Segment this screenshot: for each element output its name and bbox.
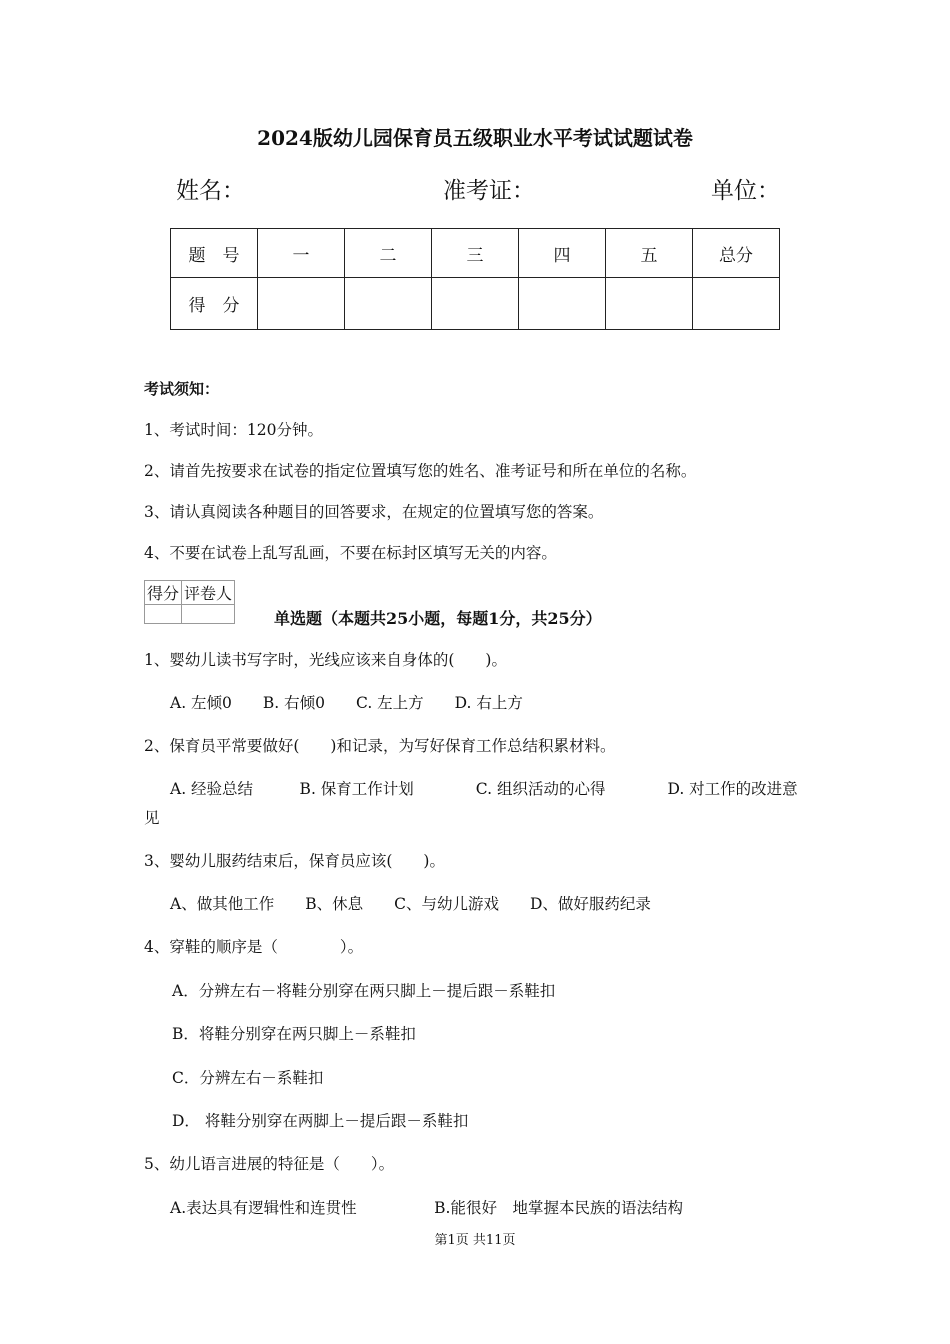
question-4-stem: 4、穿鞋的顺序是（ ）。 [144, 938, 364, 956]
question-1-stem: 1、婴幼儿读书写字时，光线应该来自身体的( )。 [144, 651, 507, 669]
score-cell-1[interactable] [258, 278, 345, 330]
question-5-stem: 5、幼儿语言进展的特征是（ ）。 [144, 1155, 395, 1173]
notice-item-1: 1、考试时间：120分钟。 [144, 421, 323, 439]
notice-item-2: 2、请首先按要求在试卷的指定位置填写您的姓名、准考证号和所在单位的名称。 [144, 462, 697, 480]
score-table-col-5: 五 [606, 229, 693, 278]
score-table-col-total: 总分 [693, 229, 780, 278]
grader-box [144, 580, 235, 624]
question-1-options: A. 左倾0 B. 右倾0 C. 左上方 D. 右上方 [170, 694, 523, 712]
score-table-header-label: 题 号 [171, 229, 258, 278]
grader-box-blank-row [145, 605, 235, 624]
question-2-options-cont: 见 [144, 809, 160, 827]
score-table [170, 228, 780, 330]
score-table-row-label: 得 分 [171, 278, 258, 330]
score-table-col-1: 一 [258, 229, 345, 278]
section-heading: 单选题（本题共25小题，每题1分，共25分） [274, 609, 602, 628]
score-table-col-2: 二 [345, 229, 432, 278]
question-5-options: A.表达具有逻辑性和连贯性 B.能很好 地掌握本民族的语法结构 [170, 1199, 683, 1217]
notice-item-3: 3、请认真阅读各种题目的回答要求，在规定的位置填写您的答案。 [144, 503, 604, 521]
grader-name-cell[interactable] [182, 605, 235, 624]
page-footer: 第1页 共11页 [434, 1233, 516, 1248]
exam-id-label: 准考证： [443, 178, 535, 204]
unit-label: 单位： [711, 178, 780, 204]
grader-score-label: 得分 [145, 581, 182, 605]
grader-score-cell[interactable] [145, 605, 182, 624]
question-4-option-c: C．分辨左右－系鞋扣 [172, 1069, 324, 1087]
score-cell-4[interactable] [519, 278, 606, 330]
score-table-col-4: 四 [519, 229, 606, 278]
question-3-options: A、做其他工作 B、休息 C、与幼儿游戏 D、做好服药纪录 [170, 895, 651, 913]
page-title: 2024版幼儿园保育员五级职业水平考试试题试卷 [257, 126, 693, 150]
score-table-score-row [171, 278, 780, 330]
notice-heading: 考试须知： [144, 380, 220, 398]
name-label: 姓名： [176, 178, 245, 204]
score-cell-total[interactable] [693, 278, 780, 330]
question-4-option-b: B．将鞋分别穿在两只脚上－系鞋扣 [172, 1025, 416, 1043]
grader-name-label: 评卷人 [182, 581, 235, 605]
score-cell-5[interactable] [606, 278, 693, 330]
question-3-stem: 3、婴幼儿服药结束后，保育员应该( )。 [144, 852, 445, 870]
score-table-header-row [171, 229, 780, 278]
question-4-option-d: D． 将鞋分别穿在两脚上－提后跟－系鞋扣 [172, 1112, 469, 1130]
notice-item-4: 4、不要在试卷上乱写乱画，不要在标封区填写无关的内容。 [144, 544, 557, 562]
question-2-options: A. 经验总结 B. 保育工作计划 C. 组织活动的心得 D. 对工作的改进意 [170, 780, 798, 798]
question-4-option-a: A．分辨左右－将鞋分别穿在两只脚上－提后跟－系鞋扣 [172, 982, 556, 1000]
question-2-stem: 2、保育员平常要做好( )和记录，为写好保育工作总结积累材料。 [144, 737, 616, 755]
score-cell-2[interactable] [345, 278, 432, 330]
score-cell-3[interactable] [432, 278, 519, 330]
grader-box-header-row [145, 581, 235, 605]
score-table-col-3: 三 [432, 229, 519, 278]
